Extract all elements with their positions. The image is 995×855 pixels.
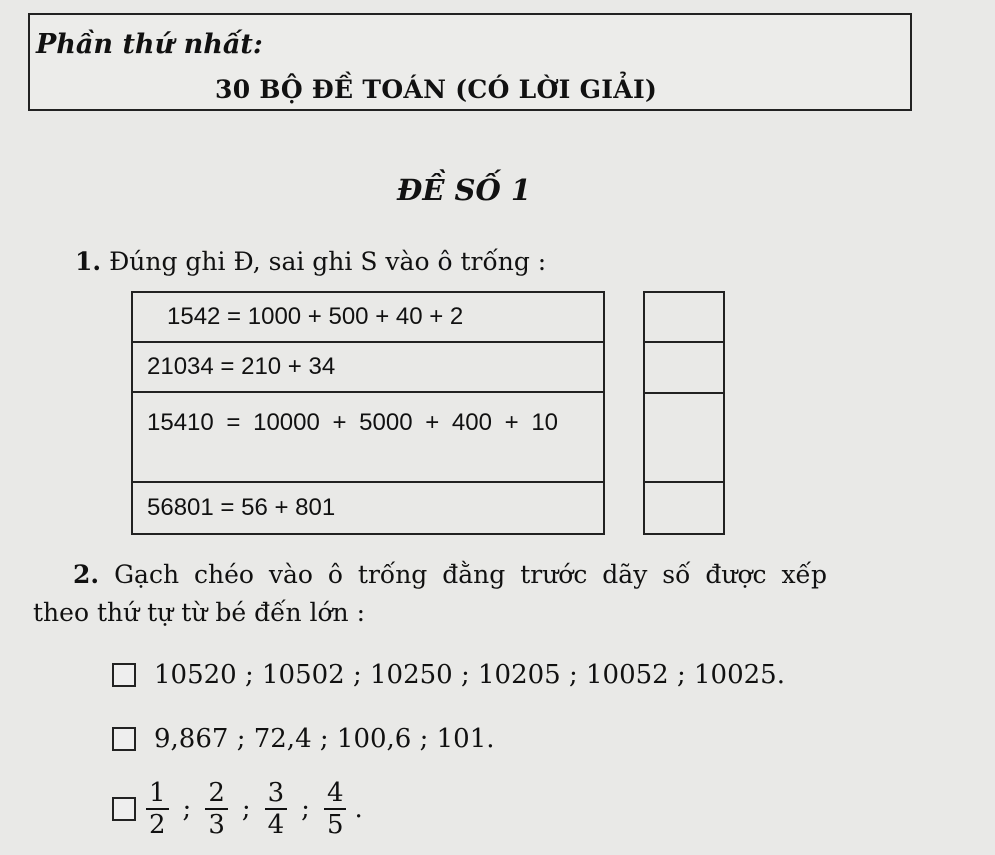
fraction: $\frac{3}{4}$ bbox=[265, 778, 288, 840]
option-3-end: . bbox=[354, 794, 363, 824]
option-3 bbox=[112, 778, 371, 840]
fraction-separator: ; bbox=[182, 794, 192, 824]
exam-title: ĐỀ SỐ 1 bbox=[397, 173, 532, 207]
question-1-prompt bbox=[75, 247, 546, 276]
option-2 bbox=[112, 724, 495, 754]
question-1-number: 1. bbox=[75, 247, 102, 276]
fraction-separator: ; bbox=[241, 794, 251, 824]
answer-box[interactable] bbox=[645, 394, 723, 483]
question-2-number: 2. bbox=[73, 560, 100, 589]
equation-row: 21034 = 210 + 34 bbox=[133, 343, 603, 393]
option-1 bbox=[112, 660, 785, 690]
answer-box[interactable] bbox=[645, 293, 723, 343]
part-label: Phần thứ nhất: bbox=[36, 29, 263, 60]
equation-row: 56801 = 56 + 801 bbox=[147, 494, 336, 521]
equation-row: 1542 = 1000 + 500 + 40 + 2 bbox=[133, 293, 603, 343]
fraction-separator: ; bbox=[301, 794, 310, 824]
question-2-text-line1: Gạch chéo vào ô trống đằng trước dãy số được xếp bbox=[114, 560, 827, 589]
fraction: $\frac{4}{5}$ bbox=[324, 778, 347, 840]
answer-box-column bbox=[643, 291, 725, 535]
fraction: $\frac{2}{3}$ bbox=[205, 778, 228, 840]
option-1-text: 10520 ; 10502 ; 10250 ; 10205 ; 10052 ; 10025. bbox=[154, 660, 785, 690]
answer-box[interactable] bbox=[645, 483, 723, 533]
equation-table bbox=[131, 291, 605, 535]
option-1-checkbox[interactable] bbox=[112, 663, 136, 687]
equation-row: 15410 = 10000 + 5000 + 400 + 10 bbox=[133, 393, 603, 483]
question-1-text: Đúng ghi Đ, sai ghi S vào ô trống : bbox=[109, 247, 547, 276]
option-2-checkbox[interactable] bbox=[112, 727, 136, 751]
question-2-prompt bbox=[73, 560, 903, 589]
book-title: 30 BỘ ĐỀ TOÁN (CÓ LỜI GIẢI) bbox=[215, 75, 658, 104]
question-2-text-line2: theo thứ tự từ bé đến lớn : bbox=[33, 598, 366, 627]
fraction: $\frac{1}{2}$ bbox=[146, 778, 169, 840]
option-2-text: 9,867 ; 72,4 ; 100,6 ; 101. bbox=[154, 724, 495, 754]
answer-box[interactable] bbox=[645, 343, 723, 394]
option-3-checkbox[interactable] bbox=[112, 797, 136, 821]
section-header-box bbox=[28, 13, 912, 111]
